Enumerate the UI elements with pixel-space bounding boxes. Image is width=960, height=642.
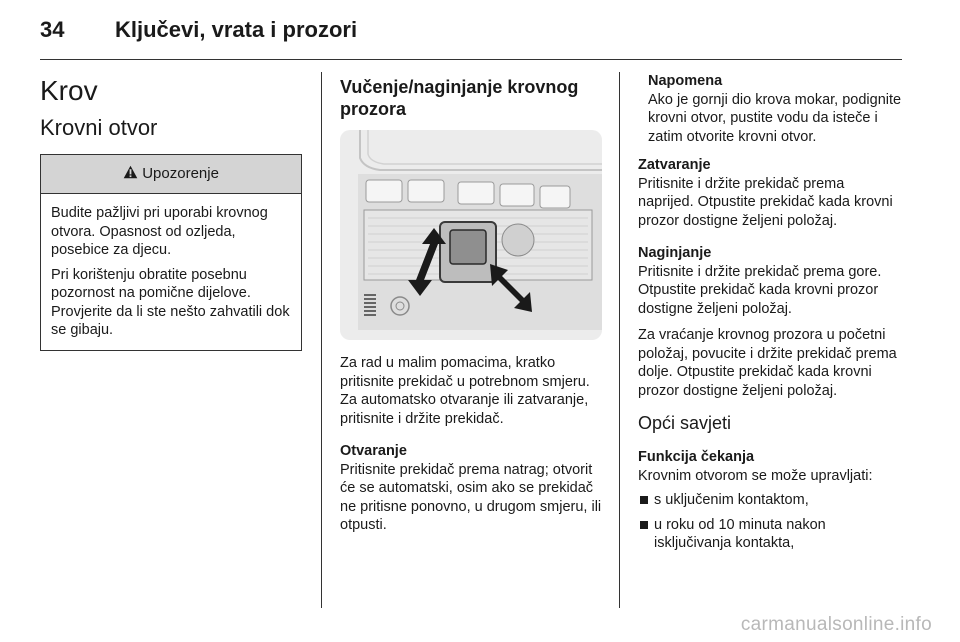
- warning-icon: [123, 165, 142, 182]
- list-item: [638, 491, 902, 510]
- column-divider-2: [619, 72, 620, 608]
- warning-box: [40, 154, 302, 351]
- wait-function-text: Krovnim otvorom se može upravljati:: [638, 467, 873, 484]
- page-number: 34: [40, 17, 65, 42]
- tilting-text: Pritisnite i držite prekidač prema gore. Otpustite prekidač kada krovni prozor dostigne željeni položaj.: [638, 263, 882, 317]
- list-item-text: s uključenim kontaktom,: [654, 492, 809, 508]
- square-bullet-icon: [640, 521, 648, 529]
- closing-title: Zatvaranje: [638, 157, 711, 173]
- warning-header: [41, 155, 301, 194]
- chapter-title: Ključevi, vrata i prozori: [115, 17, 358, 42]
- section-title: Krov: [40, 75, 98, 106]
- warning-title: Upozorenje: [142, 165, 219, 182]
- column-middle: [340, 72, 602, 535]
- subsection-title: Krovni otvor: [40, 115, 158, 140]
- warning-text-1: Budite pažljivi pri uporabi krovnog otvora. Opasnost od ozljeda, posebice za djecu.: [51, 205, 268, 258]
- column-right: [638, 72, 902, 559]
- intro-text: Za rad u malim pomacima, kratko pritisnite prekidač u potrebnom smjeru. Za automatsko otvaranje ili zatvaranje, pritisnite i držite prekidač.: [340, 355, 590, 427]
- warning-text-2: Pri korištenju obratite posebnu pozornost na pomične dijelove. Provjerite da li ste nešto zahvatili dok se gibaju.: [51, 266, 290, 338]
- tilting-title: Naginjanje: [638, 245, 712, 261]
- note-text: Ako je gornji dio krova mokar, podignite krovni otvor, pustite vodu da isteče i zatim otvorite krovni otvor.: [648, 91, 902, 145]
- wait-function-title: Funkcija čekanja: [638, 449, 755, 465]
- warning-body: [41, 194, 301, 350]
- page-header: [0, 0, 960, 58]
- column-divider-1: [321, 72, 322, 608]
- sunroof-control-heading: Vučenje/naginjanje krovnog prozora: [340, 77, 579, 119]
- square-bullet-icon: [640, 496, 648, 504]
- reset-text: Za vraćanje krovnog prozora u početni položaj, povucite i držite prekidač prema dolje. Otpustite prekidač kada krovni prozor dostigne željeni položaj.: [638, 327, 897, 399]
- header-rule: [40, 59, 902, 60]
- sunroof-switch-illustration: [340, 130, 602, 340]
- note-block: [638, 72, 902, 146]
- column-left: [40, 72, 302, 351]
- note-title: Napomena: [648, 73, 723, 89]
- list-item-text: u roku od 10 minuta nakon isključivanja kontakta,: [654, 516, 826, 551]
- opening-text: Pritisnite prekidač prema natrag; otvorit će se automatski, osim ako se prekidač ne pritisne ponovno, u drugom smjeru, ili otpusti.: [340, 461, 602, 533]
- list-item: [638, 516, 902, 553]
- watermark: carmanualsonline.info: [740, 614, 932, 635]
- general-tips-title: Opći savjeti: [638, 413, 732, 433]
- closing-text: Pritisnite i držite prekidač prema naprijed. Otpustite prekidač kada krovni prozor dostigne željeni položaj.: [638, 175, 893, 229]
- bullet-list: [638, 491, 902, 553]
- opening-title: Otvaranje: [340, 443, 407, 459]
